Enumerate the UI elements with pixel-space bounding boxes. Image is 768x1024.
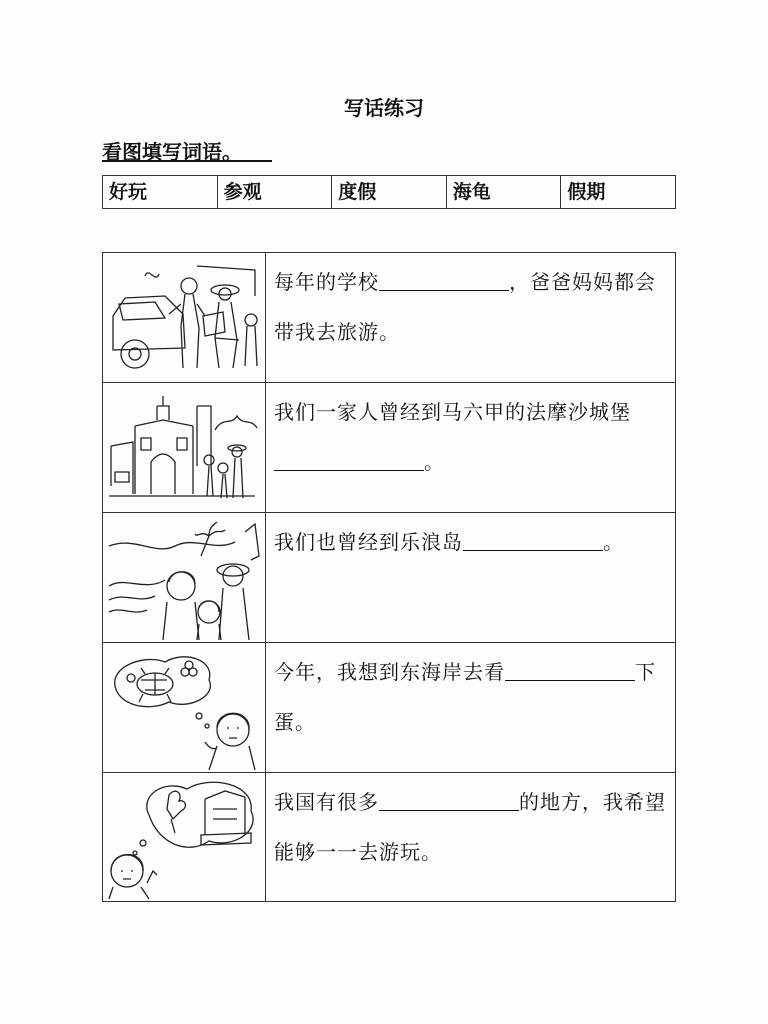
exercise-row <box>103 513 675 643</box>
a-famosa-fort-illustration <box>103 383 266 512</box>
girl-thinking-landmarks-illustration <box>103 773 266 901</box>
exercise-text <box>266 643 675 772</box>
exercise-text <box>266 253 675 382</box>
page-title: 写话练习 <box>344 96 424 120</box>
word-bank-item: 海龟 <box>447 176 562 208</box>
answer-blank[interactable] <box>379 270 509 291</box>
answer-blank[interactable] <box>505 660 635 681</box>
sentence-part: 我们也曾经到乐浪岛 <box>274 530 463 554</box>
family-packing-car-illustration <box>103 253 266 382</box>
sentence-part: 。 <box>424 450 445 474</box>
instruction-text: 看图填写词语。 <box>102 140 242 164</box>
sentence-part: 每年的学校 <box>274 270 379 294</box>
family-at-beach-illustration <box>103 513 266 642</box>
exercise-row <box>103 773 675 901</box>
word-bank-item: 好玩 <box>103 176 218 208</box>
exercise-table <box>102 252 676 902</box>
exercise-row <box>103 383 675 513</box>
exercise-text <box>266 773 675 901</box>
exercise-text <box>266 513 675 642</box>
sentence-part: ，爸爸妈妈都会带我去旅游。 <box>274 270 656 344</box>
sentence-part: 下蛋。 <box>274 660 656 734</box>
sentence-part: 的地方，我希望能够一一去游玩。 <box>274 790 666 864</box>
answer-blank[interactable] <box>463 530 603 551</box>
sentence-part: 我国有很多 <box>274 790 379 814</box>
answer-blank[interactable] <box>379 790 519 811</box>
word-bank <box>102 175 676 209</box>
sentence-part: 今年，我想到东海岸去看 <box>274 660 505 684</box>
word-bank-item: 度假 <box>332 176 447 208</box>
word-bank-item: 假期 <box>567 181 606 203</box>
girl-dreaming-turtle-illustration <box>103 643 266 772</box>
exercise-row <box>103 253 675 383</box>
instruction-underline <box>102 160 272 162</box>
exercise-text <box>266 383 675 512</box>
exercise-row <box>103 643 675 773</box>
answer-blank[interactable] <box>274 450 424 471</box>
sentence-part: 我们一家人曾经到马六甲的法摩沙城堡 <box>274 400 631 424</box>
sentence-part: 。 <box>603 530 624 554</box>
word-bank-item: 参观 <box>218 176 333 208</box>
